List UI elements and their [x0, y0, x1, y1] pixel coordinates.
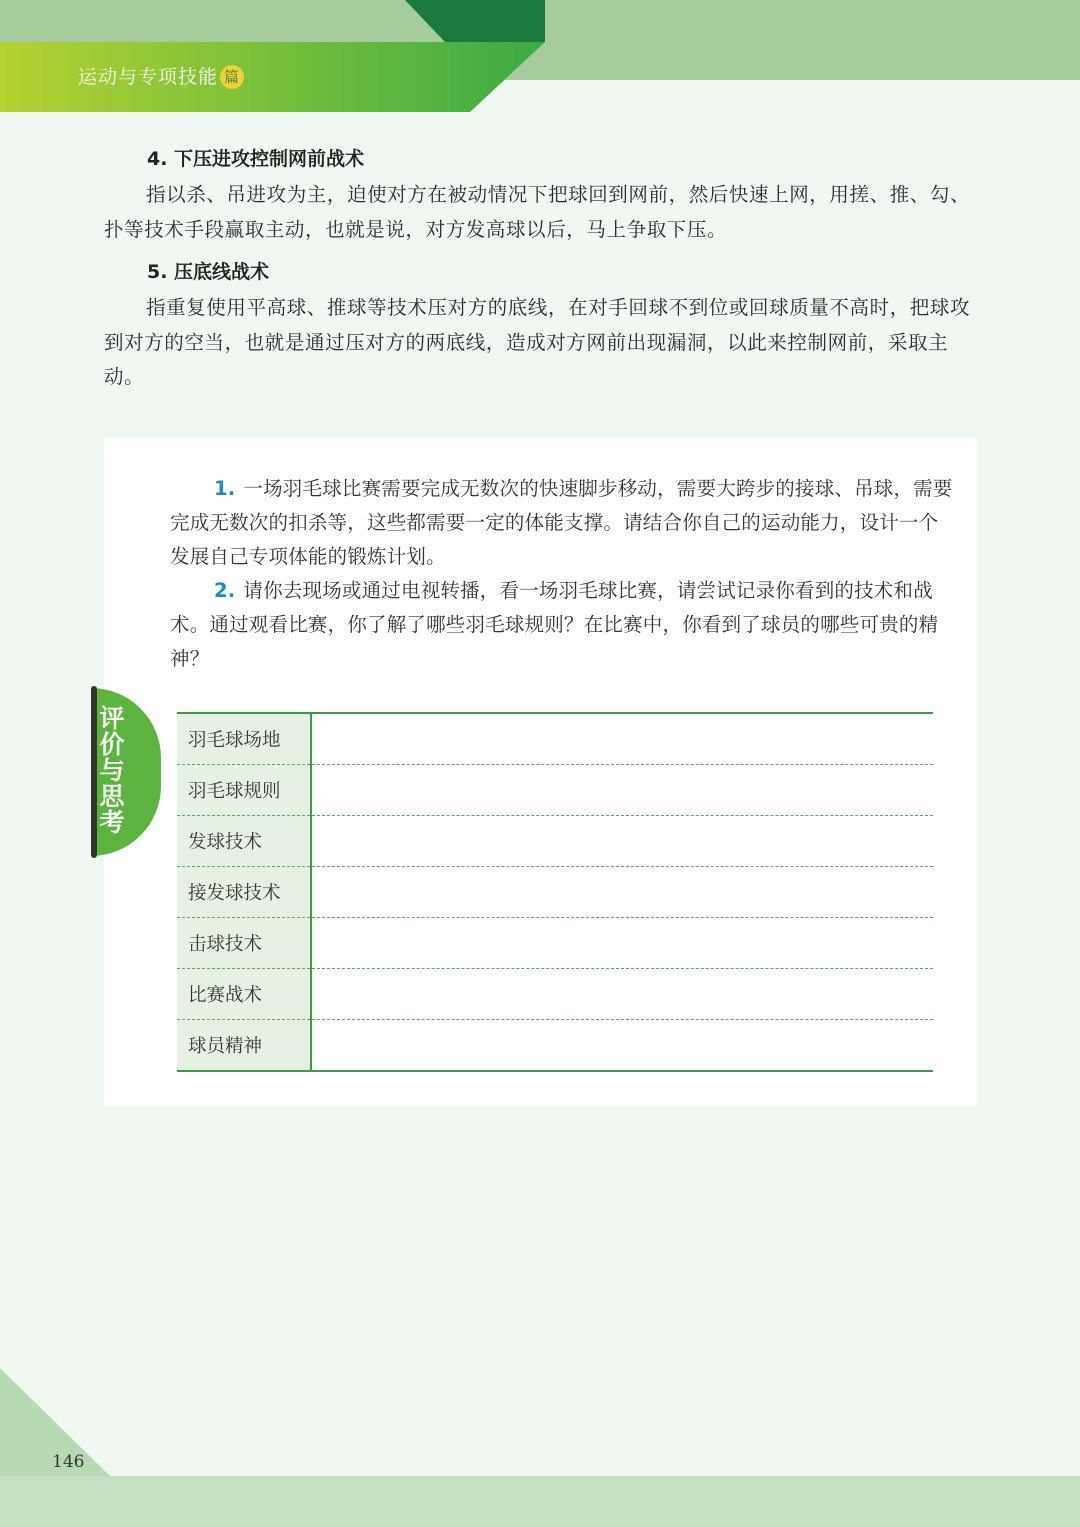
answer-cell[interactable] [311, 765, 933, 816]
question-text: 一场羽毛球比赛需要完成无数次的快速脚步移动，需要大跨步的接球、吊球，需要完成无数次的扣杀等，这些都需要一定的体能支撑。请结合你自己的运动能力，设计一个发展自己专项体能的锻炼计划。 [170, 477, 953, 568]
answer-cell[interactable] [311, 713, 933, 765]
table-row [177, 969, 933, 1020]
chapter-title [78, 60, 244, 94]
record-table [177, 712, 933, 1072]
question-1 [170, 472, 955, 574]
section-body-5: 指重复使用平高球、推球等技术压对方的底线，在对手回球不到位或回球质量不高时，把球攻到对方的空当，也就是通过压对方的两底线，造成对方网前出现漏洞，以此来控制网前，采取主动。 [104, 296, 971, 388]
page-number: 146 [52, 1452, 85, 1472]
row-label: 羽毛球场地 [177, 713, 311, 765]
question-number: 1. [214, 477, 236, 500]
question-text: 请你去现场或通过电视转播，看一场羽毛球比赛，请尝试记录你看到的技术和战术。通过观看比赛，你了解了哪些羽毛球规则？在比赛中，你看到了球员的哪些可贵的精神？ [170, 579, 939, 670]
row-label: 羽毛球规则 [177, 765, 311, 816]
answer-cell[interactable] [311, 969, 933, 1020]
table-row [177, 918, 933, 969]
answer-cell[interactable] [311, 1020, 933, 1072]
section-body-4: 指以杀、吊进攻为主，迫使对方在被动情况下把球回到网前，然后快速上网，用搓、推、勾、扑等技术手段赢取主动，也就是说，对方发高球以后，马上争取下压。 [104, 183, 971, 241]
row-label: 球员精神 [177, 1020, 311, 1072]
chapter-badge: 篇 [220, 65, 244, 89]
question-number: 2. [214, 579, 236, 602]
row-label: 击球技术 [177, 918, 311, 969]
chapter-title-text: 运动与专项技能 [78, 66, 219, 88]
section-heading-5: 5. 压底线战术 [147, 261, 270, 283]
answer-cell[interactable] [311, 867, 933, 918]
question-2 [170, 574, 955, 676]
row-label: 发球技术 [177, 816, 311, 867]
table-row [177, 867, 933, 918]
row-label: 接发球技术 [177, 867, 311, 918]
table-row [177, 1020, 933, 1072]
table-row [177, 713, 933, 765]
answer-cell[interactable] [311, 918, 933, 969]
table-row [177, 765, 933, 816]
row-label: 比赛战术 [177, 969, 311, 1020]
answer-cell[interactable] [311, 816, 933, 867]
evaluation-tab-label: 评价与思考 [99, 704, 125, 837]
footer-band [0, 1476, 1080, 1527]
table-row [177, 816, 933, 867]
section-heading-4: 4. 下压进攻控制网前战术 [147, 148, 365, 170]
